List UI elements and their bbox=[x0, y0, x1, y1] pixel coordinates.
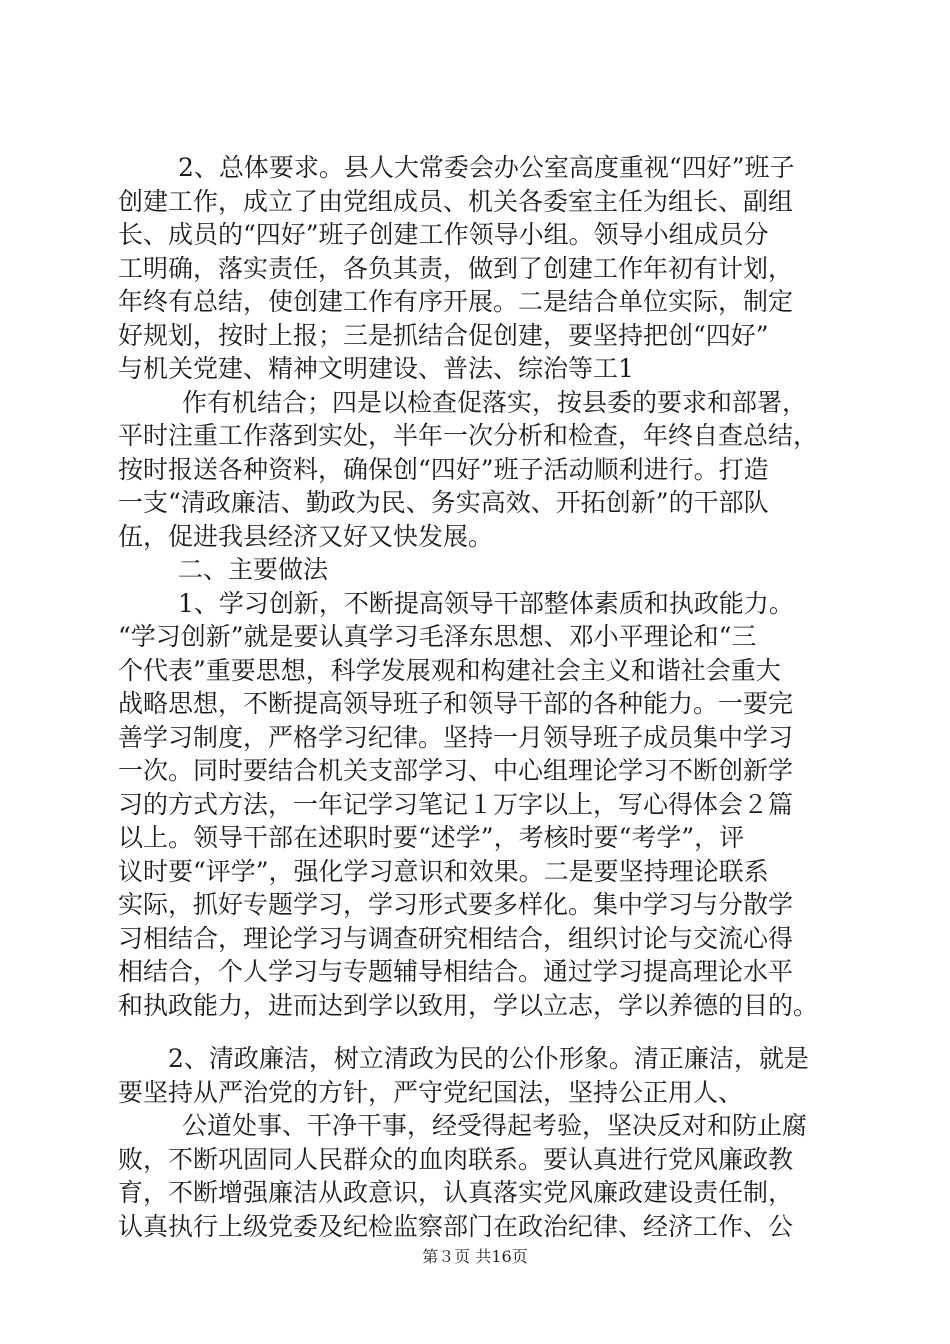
text-line: 实际，抓好专题学习，学习形式要多样化。集中学习与分散学 bbox=[118, 890, 794, 919]
text-line: 认真执行上级党委及纪检监察部门在政治纪律、经济工作、公 bbox=[118, 1212, 794, 1241]
text-line: 作有机结合；四是以检查促落实，按县委的要求和部署， bbox=[182, 388, 808, 417]
text-line: 一支“清政廉洁、勤政为民、务实高效、开拓创新”的干部队 bbox=[118, 488, 769, 517]
text-line: 议时要“评学”，强化学习意识和效果。二是要坚持理论联系 bbox=[118, 857, 769, 886]
text-line: 年终有总结，使创建工作有序开展。二是结合单位实际，制定 bbox=[118, 287, 794, 316]
text-line: 育，不断增强廉洁从政意识，认真落实党风廉政建设责任制， bbox=[118, 1178, 794, 1207]
text-line: 要坚持从严治党的方针，严守党纪国法，坚持公正用人、 bbox=[118, 1078, 744, 1107]
text-line: 好规划，按时上报；三是抓结合促创建，要坚持把创“四好” bbox=[118, 321, 769, 350]
text-line: 相结合，个人学习与专题辅导相结合。通过学习提高理论水平 bbox=[118, 957, 794, 986]
text-line: 个代表”重要思想，科学发展观和构建社会主义和谐社会重大 bbox=[118, 656, 781, 685]
text-line: 与机关党建、精神文明建设、普法、综治等工1 bbox=[118, 354, 634, 383]
text-line: 和执政能力，进而达到学以致用，学以立志，学以养德的目的。 bbox=[118, 991, 819, 1020]
text-line: “学习创新”就是要认真学习毛泽东思想、邓小平理论和“三 bbox=[118, 622, 757, 651]
text-line: 长、成员的“四好”班子创建工作领导小组。领导小组成员分 bbox=[118, 220, 769, 249]
text-line: 公道处事、干净干事，经受得起考验，坚决反对和防止腐 bbox=[182, 1111, 808, 1140]
text-line: 1、学习创新，不断提高领导干部整体素质和执政能力。 bbox=[178, 589, 794, 618]
text-line: 平时注重工作落到实处，半年一次分析和检查，年终自查总结， bbox=[118, 421, 819, 450]
text-line: 败，不断巩固同人民群众的血肉联系。要认真进行党风廉政教 bbox=[118, 1145, 794, 1174]
text-line: 习的方式方法，一年记学习笔记１万字以上，写心得体会２篇 bbox=[118, 790, 794, 819]
text-line: 一次。同时要结合机关支部学习、中心组理论学习不断创新学 bbox=[118, 756, 794, 785]
text-line: 按时报送各种资料，确保创“四好”班子活动顺利进行。打造 bbox=[118, 455, 769, 484]
text-line: 习相结合，理论学习与调查研究相结合，组织讨论与交流心得 bbox=[118, 924, 794, 953]
text-line: 善学习制度，严格学习纪律。坚持一月领导班子成员集中学习 bbox=[118, 723, 794, 752]
text-line: 工明确，落实责任，各负其责，做到了创建工作年初有计划， bbox=[118, 254, 794, 283]
text-line: 战略思想，不断提高领导班子和领导干部的各种能力。一要完 bbox=[118, 689, 794, 718]
text-line: 以上。领导干部在述职时要“述学”，考核时要“考学”，评 bbox=[118, 823, 745, 852]
text-line: 创建工作，成立了由党组成员、机关各委室主任为组长、副组 bbox=[118, 187, 794, 216]
section-heading: 二、主要做法 bbox=[178, 555, 329, 584]
text-line: 2、总体要求。县人大常委会办公室高度重视“四好”班子 bbox=[178, 153, 795, 182]
page-number: 第３页 共16页 bbox=[422, 1247, 528, 1266]
text-line: 伍，促进我县经济又好又快发展。 bbox=[118, 522, 494, 551]
text-line: 2、清政廉洁，树立清政为民的公仆形象。清正廉洁，就是 bbox=[168, 1044, 809, 1073]
